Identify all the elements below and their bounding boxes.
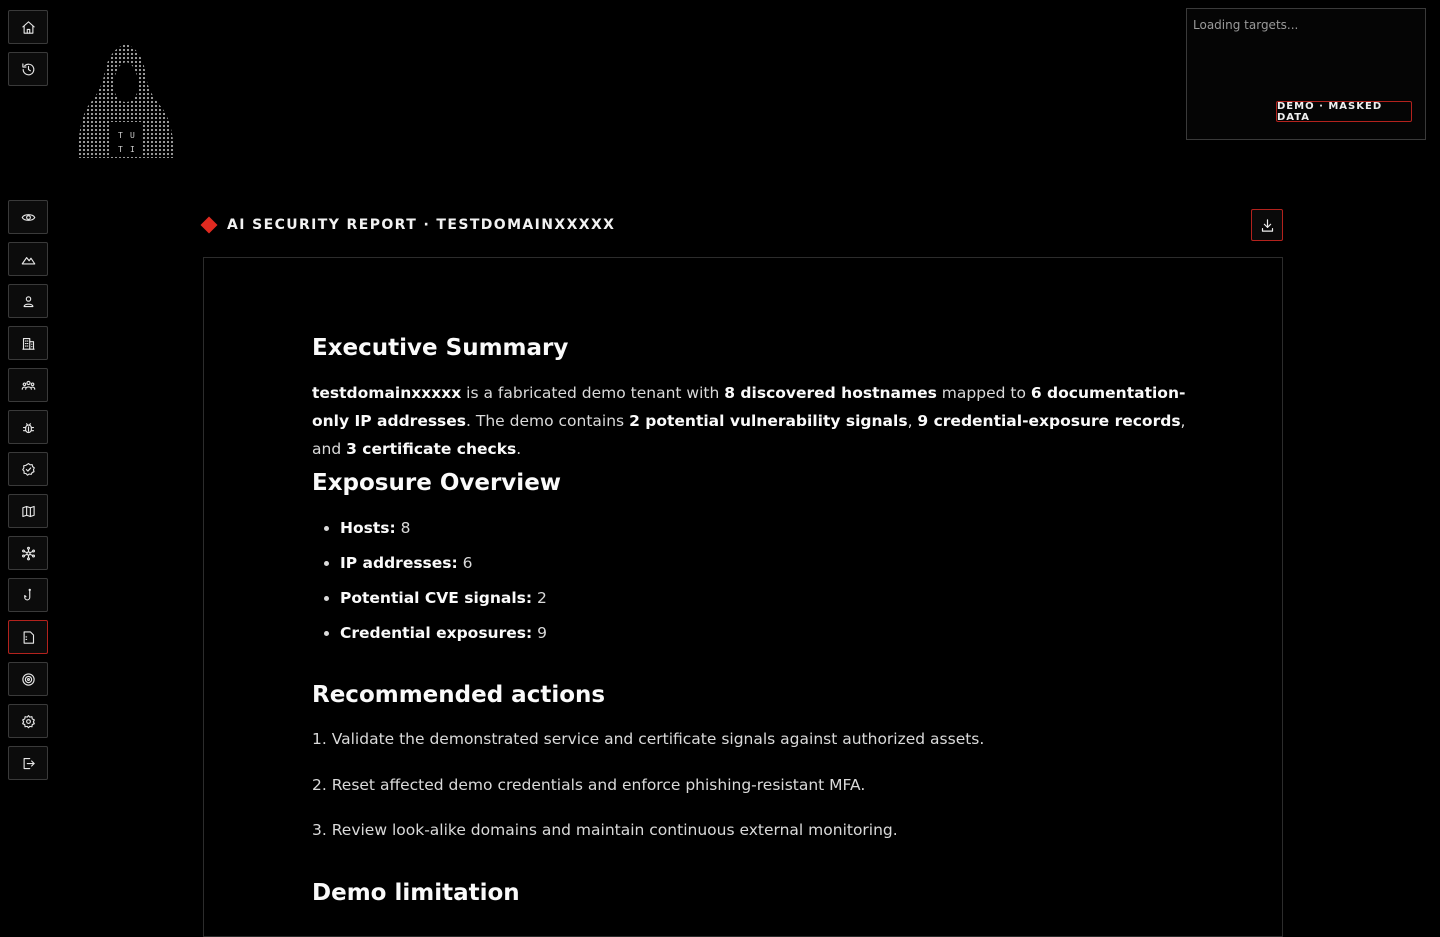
- recommended-actions-heading: Recommended actions: [312, 682, 606, 708]
- action-item: 3. Review look-alike domains and maintain continuous external monitoring.: [312, 821, 898, 839]
- list-item-value: 9: [537, 624, 547, 642]
- phishing-button[interactable]: [8, 578, 48, 612]
- svg-text:T: T: [118, 131, 123, 140]
- people-button[interactable]: [8, 284, 48, 318]
- certificates-button[interactable]: [8, 452, 48, 486]
- reports-button[interactable]: [8, 620, 48, 654]
- credential-count: 9 credential-exposure records: [917, 412, 1181, 430]
- list-item: [340, 551, 547, 586]
- list-item-value: 2: [537, 589, 547, 607]
- team-button[interactable]: [8, 368, 48, 402]
- history-icon: [21, 62, 36, 77]
- certificate-count: 3 certificate checks: [346, 440, 517, 458]
- graph-button[interactable]: [8, 536, 48, 570]
- list-item-value: 6: [462, 554, 473, 572]
- download-icon: [1260, 218, 1275, 233]
- hooded-figure-logo: [74, 40, 178, 162]
- map-button[interactable]: [8, 494, 48, 528]
- vulnerabilities-button[interactable]: [8, 410, 48, 444]
- ip-count: 6 documentation-only IP addresses: [312, 384, 1186, 430]
- summary-text: .: [516, 440, 522, 458]
- team-icon: [21, 378, 36, 393]
- svg-text:T: T: [118, 145, 123, 154]
- logout-button[interactable]: [8, 746, 48, 780]
- targets-panel: [1186, 8, 1426, 140]
- home-icon: [21, 20, 36, 35]
- eye-icon: [21, 210, 36, 225]
- list-item-label: Hosts:: [340, 519, 396, 537]
- person-icon: [21, 294, 36, 309]
- observe-button[interactable]: [8, 200, 48, 234]
- report-panel: [203, 257, 1283, 937]
- home-button[interactable]: [8, 10, 48, 44]
- network-icon: [21, 546, 36, 561]
- exposure-list: [312, 516, 547, 656]
- download-report-button[interactable]: [1251, 209, 1283, 241]
- list-item-label: Credential exposures:: [340, 624, 533, 642]
- verified-badge-icon: [21, 462, 36, 477]
- bug-icon: [21, 420, 36, 435]
- summary-text: is a fabricated demo tenant with: [461, 384, 725, 402]
- diamond-icon: [201, 217, 218, 234]
- demo-masked-badge: DEMO · MASKED DATA: [1276, 101, 1412, 122]
- targets-loading-text: Loading targets...: [1193, 18, 1299, 32]
- summary-text: , and: [312, 412, 1186, 458]
- logout-icon: [21, 756, 36, 771]
- list-item-label: IP addresses:: [340, 554, 458, 572]
- surface-button[interactable]: [8, 242, 48, 276]
- target-icon: [21, 672, 36, 687]
- svg-text:U: U: [130, 131, 135, 140]
- summary-text: mapped to: [936, 384, 1031, 402]
- building-icon: [21, 336, 36, 351]
- report-title: AI SECURITY REPORT · TESTDOMAINXXXXX: [227, 217, 616, 233]
- summary-text: . The demo contains: [466, 412, 630, 430]
- list-item: [340, 516, 547, 551]
- report-header: [200, 214, 615, 236]
- action-item: 1. Validate the demonstrated service and certificate signals against authorized assets.: [312, 730, 985, 748]
- tenant-name: testdomainxxxxx: [312, 384, 462, 402]
- organizations-button[interactable]: [8, 326, 48, 360]
- gear-icon: [21, 714, 36, 729]
- summary-text: ,: [907, 412, 918, 430]
- executive-summary-heading: Executive Summary: [312, 335, 569, 361]
- targets-button[interactable]: [8, 662, 48, 696]
- vuln-count: 2 potential vulnerability signals: [629, 412, 908, 430]
- demo-limitation-heading: Demo limitation: [312, 880, 520, 906]
- hostnames-count: 8 discovered hostnames: [724, 384, 937, 402]
- executive-summary-paragraph: [312, 379, 1192, 463]
- history-button[interactable]: [8, 52, 48, 86]
- map-icon: [21, 504, 36, 519]
- mountain-icon: [21, 252, 36, 267]
- action-item: 2. Reset affected demo credentials and enforce phishing-resistant MFA.: [312, 776, 866, 794]
- report-icon: [21, 630, 36, 645]
- settings-button[interactable]: [8, 704, 48, 738]
- list-item-value: 8: [400, 519, 411, 537]
- list-item-label: Potential CVE signals:: [340, 589, 533, 607]
- fishing-hook-icon: [21, 588, 36, 603]
- list-item: [340, 586, 547, 621]
- exposure-overview-heading: Exposure Overview: [312, 470, 562, 496]
- list-item: [340, 621, 547, 656]
- svg-text:I: I: [130, 145, 135, 154]
